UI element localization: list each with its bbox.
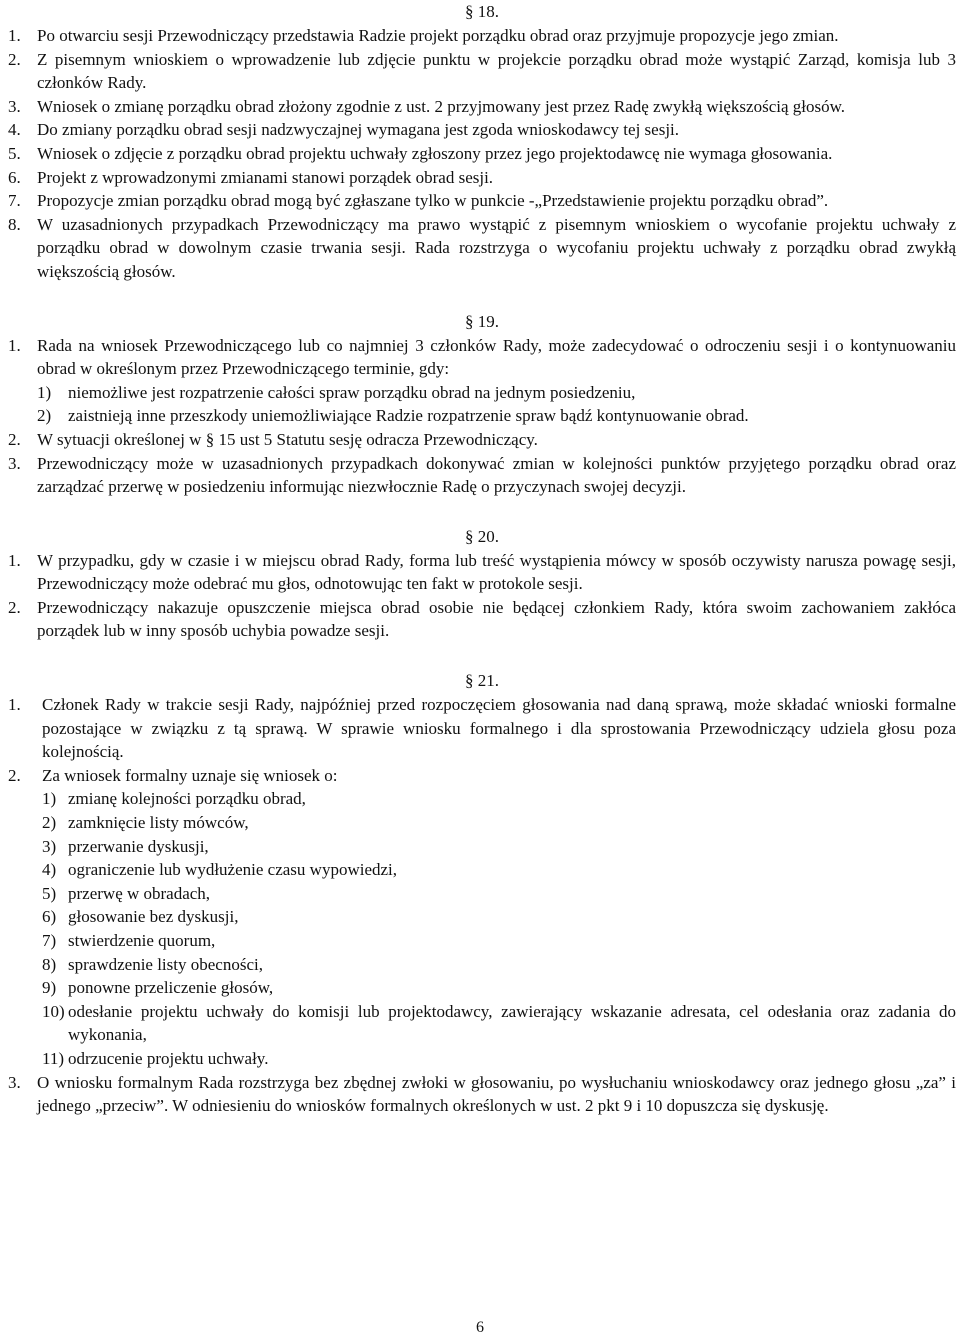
paragraph-item (8, 48, 956, 95)
paragraph-text: Członek Rady w trakcie sesji Rady, najpóźniej przed rozpoczęciem głosowania nad daną sprawą, może składać wnioski formalne pozostające w związku z tą sprawą. W sprawie wniosku formalnego i dla sprostowania Przewodniczący udziela głosu poza kolejnością. (42, 695, 956, 762)
point-item (42, 858, 956, 882)
point-item (42, 929, 956, 953)
paragraph-item (8, 213, 956, 284)
section-19 (8, 310, 956, 499)
section-20 (8, 525, 956, 643)
paragraph-number: 1. (8, 26, 21, 45)
point-text: ograniczenie lub wydłużenie czasu wypowiedzi, (68, 860, 398, 880)
point-number: 11) (42, 1048, 65, 1068)
paragraph-text: W przypadku, gdy w czasie i w miejscu obrad Rady, forma lub treść wystąpienia mówcy w sposób oczywisty narusza powagę sesji, Przewodniczący może odebrać mu głos, odnotowując ten fakt w protokole sesji. (37, 550, 956, 594)
paragraph-item (8, 693, 956, 764)
point-text: zaistnieją inne przeszkody uniemożliwiające Radzie rozpatrzenie spraw bądź kontynuowanie obrad. (68, 406, 749, 426)
paragraph-number: 3. (8, 1072, 21, 1092)
point-text: przerwanie dyskusji, (68, 836, 209, 856)
paragraph-text: W uzasadnionych przypadkach Przewodniczący ma prawo wystąpić z pisemnym wnioskiem o wycofanie projektu uchwały z porządku obrad w dowolnym czasie trwania sesji. Rada rozstrzyga o wycofaniu projektu uchwały z porządku obrad zwykłą większością głosów. (37, 214, 956, 281)
paragraph-item (8, 334, 956, 428)
point-number: 10) (42, 1001, 65, 1021)
point-number: 2) (42, 813, 57, 833)
point-text: stwierdzenie quorum, (68, 931, 216, 950)
paragraph-number: 2. (8, 429, 21, 449)
point-number: 6) (42, 907, 57, 927)
point-text: odrzucenie projektu uchwały. (68, 1048, 269, 1068)
paragraph-number: 5. (8, 143, 21, 163)
section-title: § 21. (465, 671, 499, 691)
paragraph-number: 8. (8, 214, 21, 234)
point-number: 8) (42, 954, 57, 974)
point-text: sprawdzenie listy obecności, (68, 954, 263, 974)
section-title: § 19. (465, 311, 499, 331)
paragraph-number: 7. (8, 191, 21, 211)
paragraph-number: 1. (8, 550, 21, 570)
point-item (42, 882, 956, 906)
paragraph-text: Propozycje zmian porządku obrad mogą być zgłaszane tylko w punkcie -„Przedstawienie projektu porządku obrad”. (37, 191, 829, 211)
paragraph-item (8, 596, 956, 643)
paragraph-text: Wniosek o zmianę porządku obrad złożony zgodnie z ust. 2 przyjmowany jest przez Radę zwykłą większością głosów. (37, 96, 846, 116)
paragraph-number: 2. (8, 597, 21, 617)
point-item (42, 953, 956, 977)
point-number: 3) (42, 836, 57, 856)
paragraph-item (8, 189, 956, 213)
point-number: 9) (42, 978, 57, 998)
paragraph-number: 1. (8, 335, 21, 355)
point-number: 7) (42, 931, 57, 950)
paragraph-item (8, 428, 956, 452)
paragraph-number: 2. (8, 765, 21, 785)
paragraph-text: Do zmiany porządku obrad sesji nadzwyczajnej wymagana jest zgoda wnioskodawcy tej sesji. (37, 120, 680, 140)
paragraph-item (8, 166, 956, 190)
point-text: niemożliwe jest rozpatrzenie całości spraw porządku obrad na jednym posiedzeniu, (68, 382, 636, 402)
paragraph-item (8, 95, 956, 119)
paragraph-text: O wniosku formalnym Rada rozstrzyga bez zbędnej zwłoki w głosowaniu, po wysłuchaniu wnioskodawcy oraz jednego głosu „za” i jednego „przeciw”. W odniesieniu do wniosków formalnych określonych w ust. 2 pkt 9 i 10 dopuszcza się dyskusję. (37, 1072, 956, 1116)
paragraph-text: W sytuacji określonej w § 15 ust 5 Statutu sesję odracza Przewodniczący. (37, 429, 538, 449)
paragraph-text: Wniosek o zdjęcie z porządku obrad projektu uchwały zgłoszony przez jego projektodawcę nie wymaga głosowania. (37, 143, 833, 163)
paragraph-text: Projekt z wprowadzonymi zmianami stanowi porządek obrad sesji. (37, 167, 494, 187)
section-spacer (8, 643, 956, 669)
point-text: zamknięcie listy mówców, (68, 813, 249, 833)
section-spacer (8, 499, 956, 525)
point-text: przerwę w obradach, (68, 883, 211, 903)
point-item (42, 787, 956, 811)
point-number: 4) (42, 860, 57, 880)
paragraph-item (8, 764, 956, 1071)
point-item (37, 381, 956, 405)
paragraph-text: Przewodniczący może w uzasadnionych przypadkach dokonywać zmian w kolejności punktów przyjętego porządku obrad oraz zarządzać przerwę w posiedzeniu informując niezwłocznie Radę o przyczynach swojej decyzji. (37, 453, 956, 497)
paragraph-text: Rada na wniosek Przewodniczącego lub co najmniej 3 członków Rady, może zadecydować o odroczeniu sesji i o kontynuowaniu obrad w określonym przez Przewodniczącego terminie, gdy: (37, 335, 956, 379)
section-title: § 20. (465, 526, 499, 546)
paragraph-item (8, 452, 956, 499)
paragraph-body (42, 764, 956, 1071)
paragraph-item (8, 142, 956, 166)
point-text: głosowanie bez dyskusji, (68, 907, 239, 927)
section-18 (8, 0, 956, 284)
paragraph-text: Przewodniczący nakazuje opuszczenie miejsca obrad osobie nie będącej członkiem Rady, która swoim zachowaniem zakłóca porządek lub w inny sposób uchybia powadze sesji. (37, 597, 956, 641)
point-item (42, 976, 956, 1000)
paragraph-body (37, 334, 956, 428)
paragraph-item (8, 1071, 956, 1118)
point-number: 1) (37, 382, 52, 402)
paragraph-item (8, 24, 956, 48)
point-number: 5) (42, 883, 57, 903)
point-list (42, 787, 956, 1070)
section-title: § 18. (465, 2, 499, 21)
paragraph-number: 3. (8, 453, 21, 473)
paragraph-number: 6. (8, 167, 21, 187)
point-text: odesłanie projektu uchwały do komisji lub projektodawcy, zawierający wskazanie adresata, cel odesłania oraz zadania do wykonania, (68, 1001, 956, 1045)
paragraph-number: 3. (8, 96, 21, 116)
paragraph-number: 2. (8, 49, 21, 69)
point-number: 2) (37, 406, 52, 426)
paragraph-item (8, 118, 956, 142)
point-number: 1) (42, 789, 57, 809)
point-text: ponowne przeliczenie głosów, (68, 978, 274, 998)
point-item (37, 404, 956, 428)
paragraph-item (8, 549, 956, 596)
section-spacer (8, 284, 956, 310)
paragraph-number: 4. (8, 120, 21, 140)
point-item (42, 1000, 956, 1047)
point-item (42, 811, 956, 835)
point-item (42, 1047, 956, 1071)
paragraph-number: 1. (8, 695, 21, 715)
paragraph-text: Z pisemnym wnioskiem o wprowadzenie lub zdjęcie punktu w projekcie porządku obrad może wystąpić Zarząd, komisja lub 3 członków Rady. (37, 49, 956, 93)
paragraph-text: Po otwarciu sesji Przewodniczący przedstawia Radzie projekt porządku obrad oraz przyjmuje propozycje jego zmian. (37, 26, 839, 45)
paragraph-text: Za wniosek formalny uznaje się wniosek o: (42, 765, 338, 785)
section-21 (8, 669, 956, 1118)
point-item (42, 905, 956, 929)
point-item (42, 835, 956, 859)
page-number: 6 (476, 1319, 484, 1336)
point-list (37, 381, 956, 428)
document-content (8, 0, 956, 1118)
point-text: zmianę kolejności porządku obrad, (68, 789, 306, 809)
